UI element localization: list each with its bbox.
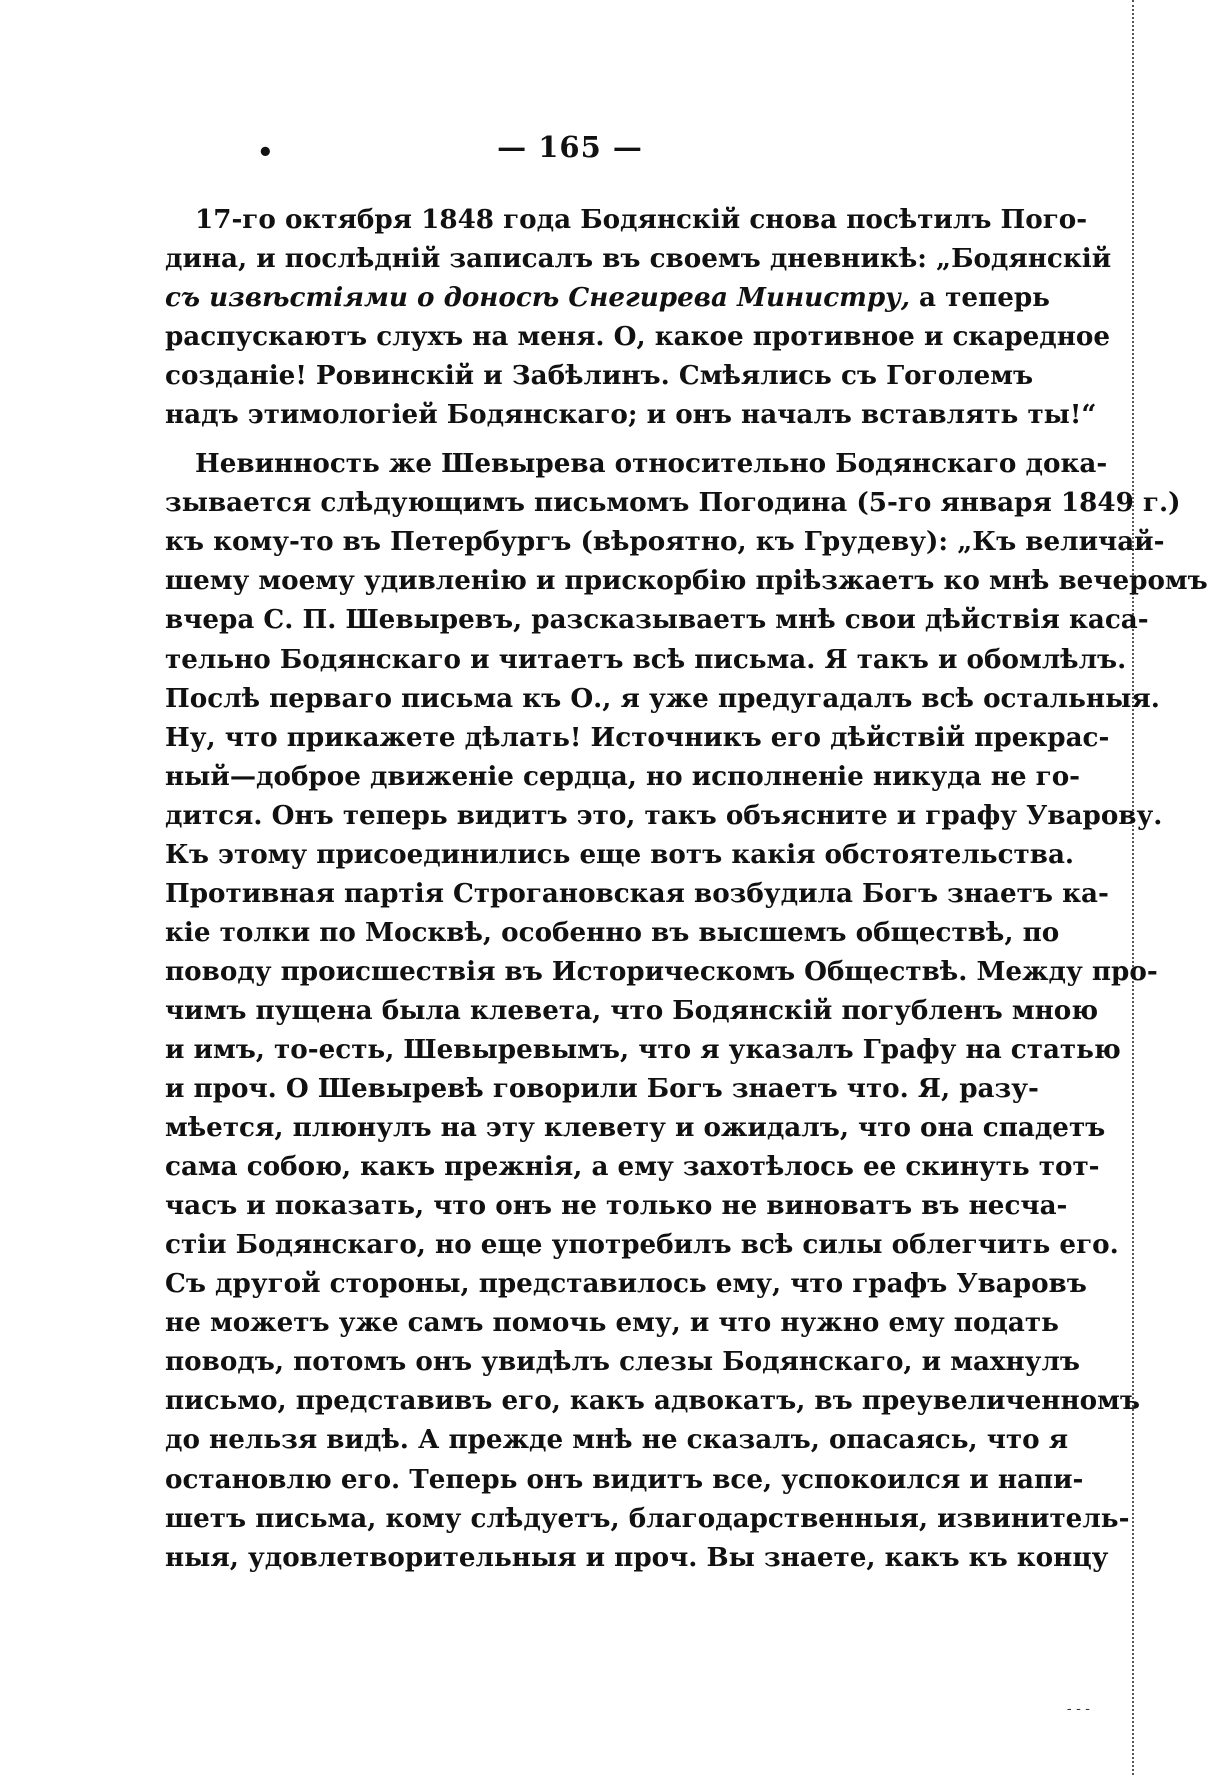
text-line: вчера С. П. Шевыревъ, разсказываетъ мнѣ свои дѣйствія каса- xyxy=(165,604,1149,636)
text-line xyxy=(165,278,1050,317)
body-text xyxy=(165,200,1208,1577)
text-line: и имъ, то-есть, Шевыревымъ, что я указалъ Графу на статью xyxy=(165,1033,1121,1065)
text-line: дится. Онъ теперь видитъ это, такъ объясните и графу Уварову. xyxy=(165,799,1163,831)
page-edge xyxy=(1132,0,1140,1775)
text-line: Ну, что прикажете дѣлать! Источникъ его дѣйствій прекрас- xyxy=(165,721,1110,753)
text-line: до нельзя видѣ. А прежде мнѣ не сказалъ, опасаясь, что я xyxy=(165,1424,1069,1456)
margin-dot: • xyxy=(257,138,274,168)
italic-phrase: съ извѣстіями о доносѣ Снегирева Министру, xyxy=(165,282,910,314)
text-line: Къ этому присоединились еще вотъ какія обстоятельства. xyxy=(165,838,1075,870)
text-line: сама собою, какъ прежнія, а ему захотѣлось ее скинуть тот- xyxy=(165,1151,1100,1183)
text-line: стіи Бодянскаго, но еще употребилъ всѣ силы облегчить его. xyxy=(165,1229,1119,1261)
text-line: поводу происшествія въ Историческомъ Обществѣ. Между про- xyxy=(165,955,1158,987)
text-line: Послѣ перваго письма къ О., я уже предугадалъ всѣ остальныя. xyxy=(165,682,1160,714)
page-number: — 165 — xyxy=(497,130,643,164)
text-line: ный—доброе движеніе сердца, но исполненіе никуда не го- xyxy=(165,760,1081,792)
text-line: не можетъ уже самъ помочь ему, и что нужно ему подать xyxy=(165,1307,1059,1339)
text-line: къ кому-то въ Петербургъ (вѣроятно, къ Грудеву): „Къ величай- xyxy=(165,526,1165,558)
text-line: 17-го октября 1848 года Бодянскій снова посѣтилъ Пого- xyxy=(195,204,1088,235)
text-line: поводъ, потомъ онъ увидѣлъ слезы Бодянскаго, и махнулъ xyxy=(165,1346,1081,1378)
text-line: мѣется, плюнулъ на эту клевету и ожидалъ, что она спадетъ xyxy=(165,1112,1106,1144)
footer-mark: - - - xyxy=(1066,1701,1090,1717)
text-line: Съ другой стороны, представилось ему, что графъ Уваровъ xyxy=(165,1268,1087,1300)
text-line: письмо, представивъ его, какъ адвокатъ, въ преувеличенномъ xyxy=(165,1385,1140,1417)
text-line: и проч. О Шевыревѣ говорили Богъ знаетъ что. Я, разу- xyxy=(165,1073,1039,1105)
text-line: остановлю его. Теперь онъ видитъ все, успокоился и напи- xyxy=(165,1463,1084,1495)
text-line: часъ и показать, что онъ не только не виноватъ въ несча- xyxy=(165,1190,1068,1222)
text-line: зывается слѣдующимъ письмомъ Погодина (5-го января 1849 г.) xyxy=(165,487,1181,519)
text-span: а теперь xyxy=(909,282,1050,314)
text-line: ныя, удовлетворительныя и проч. Вы знаете, какъ къ концу xyxy=(165,1541,1109,1573)
text-line: распускаютъ слухъ на меня. О, какое противное и скаредное xyxy=(165,321,1111,353)
text-line: Противная партія Строгановская возбудила Богъ знаетъ ка- xyxy=(165,877,1109,909)
text-line: шетъ письма, кому слѣдуетъ, благодарственныя, извинитель- xyxy=(165,1502,1130,1534)
text-line: кіе толки по Москвѣ, особенно въ высшемъ обществѣ, по xyxy=(165,916,1060,948)
text-line: тельно Бодянскаго и читаетъ всѣ письма. Я такъ и обомлѣлъ. xyxy=(165,643,1127,675)
text-line: чимъ пущена была клевета, что Бодянскій погубленъ мною xyxy=(165,994,1099,1026)
text-line: дина, и послѣдній записалъ въ своемъ дневникѣ: „Бодянскій xyxy=(165,243,1112,275)
paragraph-2 xyxy=(165,444,1208,1576)
text-line: Невинность же Шевырева относительно Бодянскаго дока- xyxy=(195,448,1108,480)
text-line: шему моему удивленію и прискорбію прiѣзжаетъ ко мнѣ вечеромъ xyxy=(165,565,1208,597)
text-line: созданіе! Ровинскій и Забѣлинъ. Смѣялись съ Гоголемъ xyxy=(165,360,1034,392)
text-line: надъ этимологіей Бодянскаго; и онъ началъ вставлять ты!“ xyxy=(165,399,1097,431)
